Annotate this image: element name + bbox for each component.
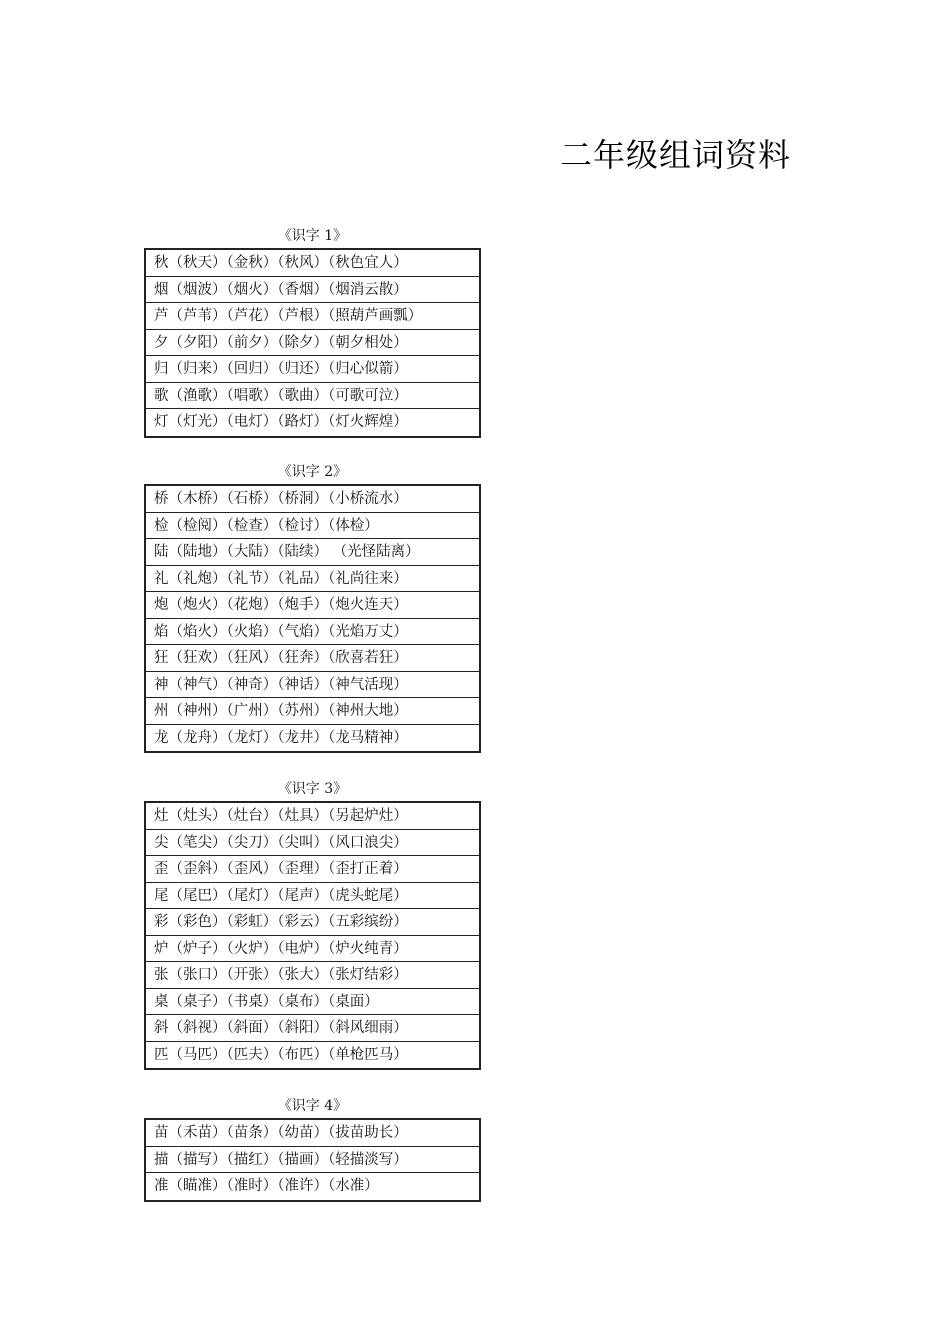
table-row: 礼（礼炮）（礼节）（礼品）（礼尚往来） [146,566,479,593]
table-row: 尾（尾巴）（尾灯）（尾声）（虎头蛇尾） [146,883,479,910]
table-row: 苗（禾苗）（苗条）（幼苗）（拔苗助长） [146,1120,479,1147]
table-row: 描（描写）（描红）（描画）（轻描淡写） [146,1147,479,1174]
table-row: 焰（焰火）（火焰）（气焰）（光焰万丈） [146,619,479,646]
word-table [144,1118,481,1202]
word-table [144,248,481,438]
table-row: 神（神气）（神奇）（神话）（神气活现） [146,672,479,699]
table-row: 张（张口）（开张）（张大）（张灯结彩） [146,962,479,989]
table-row: 桥（木桥）（石桥）（桥洞）（小桥流水） [146,486,479,513]
table-row: 秋（秋天）（金秋）（秋风）（秋色宜人） [146,250,479,277]
section-heading: 《识字 1》 [277,228,348,244]
table-row: 桌（桌子）（书桌）（桌布）（桌面） [146,989,479,1016]
table-row: 灯（灯光）（电灯）（路灯）（灯火辉煌） [154,414,408,430]
table-row: 炉（炉子）（火炉）（电炉）（炉火纯青） [146,936,479,963]
section-heading: 《识字 2》 [277,464,348,480]
table-row: 彩（彩色）（彩虹）（彩云）（五彩缤纷） [146,909,479,936]
table-row: 炮（炮火）（花炮）（炮手）（炮火连天） [146,592,479,619]
table-row: 烟（烟波）（烟火）（香烟）（烟消云散） [146,277,479,304]
table-row: 斜（斜视）（斜面）（斜阳）（斜风细雨） [146,1015,479,1042]
table-row: 准（瞄准）（准时）（准许）（水准） [154,1178,379,1194]
section-shizi-3 [144,779,481,1070]
table-row: 芦（芦苇）（芦花）（芦根）（照葫芦画瓢） [146,303,479,330]
table-row: 陆（陆地）（大陆）（陆续） （光怪陆离） [146,539,479,566]
word-table [144,484,481,753]
table-row: 检（检阅）（检查）（检讨）（体检） [146,513,479,540]
table-row: 龙（龙舟）（龙灯）（龙井）（龙马精神） [154,729,408,746]
table-row: 狂（狂欢）（狂风）（狂奔）（欣喜若狂） [146,645,479,672]
table-row: 夕（夕阳）（前夕）（除夕）（朝夕相处） [146,330,479,357]
table-row: 歌（渔歌）（唱歌）（歌曲）（可歌可泣） [146,383,479,410]
table-row: 歪（歪斜）（歪风）（歪理）（歪打正着） [146,856,479,883]
table-row: 匹（马匹）（匹夫）（布匹）（单枪匹马） [154,1046,408,1063]
section-heading: 《识字 3》 [277,781,348,797]
section-shizi-4 [144,1096,481,1202]
table-row: 归（归来）（回归）（归还）（归心似箭） [146,356,479,383]
table-row: 灶（灶头）（灶台）（灶具）（另起炉灶） [146,803,479,830]
page-title: 二年级组词资料 [560,136,792,174]
section-shizi-1 [144,226,481,438]
word-table [144,801,481,1070]
section-shizi-2 [144,462,481,753]
section-heading: 《识字 4》 [277,1098,348,1114]
table-row: 尖（笔尖）（尖刀）（尖叫）（风口浪尖） [146,830,479,857]
table-row: 州（神州）（广州）（苏州）（神州大地） [146,698,479,725]
